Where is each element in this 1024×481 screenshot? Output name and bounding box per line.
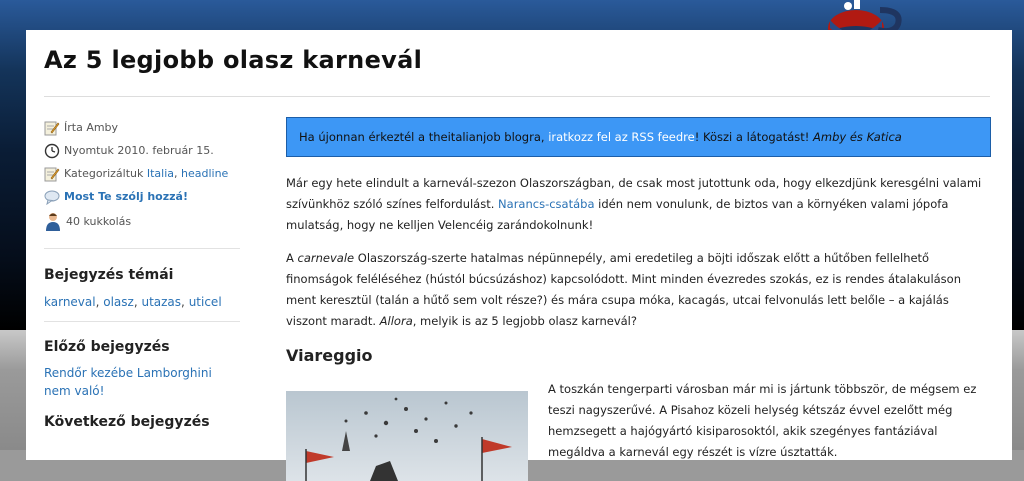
notice-text xyxy=(299,130,902,144)
viareggio-paragraph: A toszkán tengerparti városban már mi is jártunk többször, de mégsem ez teszi nagyszerűvé. A Pisahoz közeli helység kétszáz évvel ezelőtt még hemzsegett a hajógyártó kisiparosoktól, akik szegényes fantáziával megáldva a karnevál egy részét is vízre úsztatták. xyxy=(548,382,977,459)
rss-subscribe-link[interactable]: iratkozz fel az RSS feedre xyxy=(548,130,695,144)
intro-paragraph xyxy=(286,173,991,236)
speech-bubble-icon xyxy=(44,189,60,205)
tag-link-karneval[interactable]: karneval xyxy=(44,295,96,309)
carnival-photo xyxy=(286,391,528,481)
meta-categories xyxy=(44,162,240,185)
carnevale-term: carnevale xyxy=(297,251,355,265)
meta-views xyxy=(44,208,240,234)
carnevale-text-1: A xyxy=(286,251,298,265)
carnevale-text-3: , melyik is az 5 legjobb olasz karnevál? xyxy=(412,314,637,328)
allora-term: Allora xyxy=(379,314,413,328)
topics-heading: Bejegyzés témái xyxy=(44,267,174,283)
tag-link-utazas[interactable]: utazas xyxy=(141,295,182,309)
pencil-note-icon xyxy=(44,166,60,182)
intro-text-1: Már egy hete elindult a karnevál-szezon Olaszországban, de csak most jutottunk oda, hogy elkezdjünk keresgélni valami szívünkhöz szóló színes felfordulást. xyxy=(286,176,982,211)
section-heading-viareggio: Viareggio xyxy=(286,346,373,365)
rss-notice-box xyxy=(286,117,991,157)
post-title: Az 5 legjobb olasz karnevál xyxy=(44,46,423,74)
category-link-italia[interactable]: Italia xyxy=(146,167,175,180)
notice-signature: Amby és Katica xyxy=(813,130,902,144)
category-separator: , xyxy=(174,167,182,180)
post-card xyxy=(26,30,1012,460)
sidebar-divider xyxy=(44,248,240,249)
views-text: 40 kukkolás xyxy=(66,214,132,228)
meta-date xyxy=(44,139,240,162)
prev-post-wrap xyxy=(44,364,240,400)
carnevale-text-2: Olaszország-szerte hatalmas népünnepély, ami eredetileg a böjti időszak előtt a hűtőben fellelhető finomságok feléléséhez (hústól búcsúzáshoz) kapcsolódott. Mint minden évezredes szokás, ez is rendes átalakuláson ment keresztül (talán a hűtő sem volt része?) és mára csupa móka, kacagás, utcai felvonulás lett belőle – a kajálás viszont maradt. xyxy=(286,251,961,328)
intro-text-2: idén nem vonulunk, de biztos van a környéken valami jópofa mulatság, hogy ne kelljen Velencéig zarándokolnunk! xyxy=(286,197,949,232)
meta-comment xyxy=(44,185,240,208)
sidebar-divider xyxy=(44,321,240,322)
meta-author xyxy=(44,116,240,139)
carnevale-paragraph xyxy=(286,248,991,332)
category-link-headline[interactable]: headline xyxy=(181,167,229,180)
tag-link-olasz[interactable]: olasz xyxy=(103,295,134,309)
author-text: Írta Amby xyxy=(64,121,119,134)
prev-post-heading: Előző bejegyzés xyxy=(44,339,170,355)
next-post-heading: Következő bejegyzés xyxy=(44,414,210,430)
pencil-note-icon xyxy=(44,120,60,136)
person-icon xyxy=(44,211,62,231)
clock-icon xyxy=(44,143,60,159)
title-divider xyxy=(44,96,990,97)
narancs-csata-link[interactable]: Narancs-csatába xyxy=(498,197,595,211)
tag-link-uticel[interactable]: uticel xyxy=(188,295,222,309)
categories-prefix: Kategorizáltuk xyxy=(64,167,147,180)
comment-link[interactable]: Most Te szólj hozzá! xyxy=(64,190,188,203)
tag-list: karneval, olasz, utazas, uticel xyxy=(44,295,222,309)
notice-text-after: ! Köszi a látogatást! xyxy=(694,130,814,144)
post-meta-sidebar xyxy=(44,116,240,430)
post-content xyxy=(286,117,991,469)
prev-post-link[interactable]: Rendőr kezébe Lamborghini nem való! xyxy=(44,366,212,398)
viareggio-section xyxy=(286,379,991,469)
notice-text-before: Ha újonnan érkeztél a theitalianjob blogra, xyxy=(299,130,549,144)
date-text: Nyomtuk 2010. február 15. xyxy=(64,144,214,157)
